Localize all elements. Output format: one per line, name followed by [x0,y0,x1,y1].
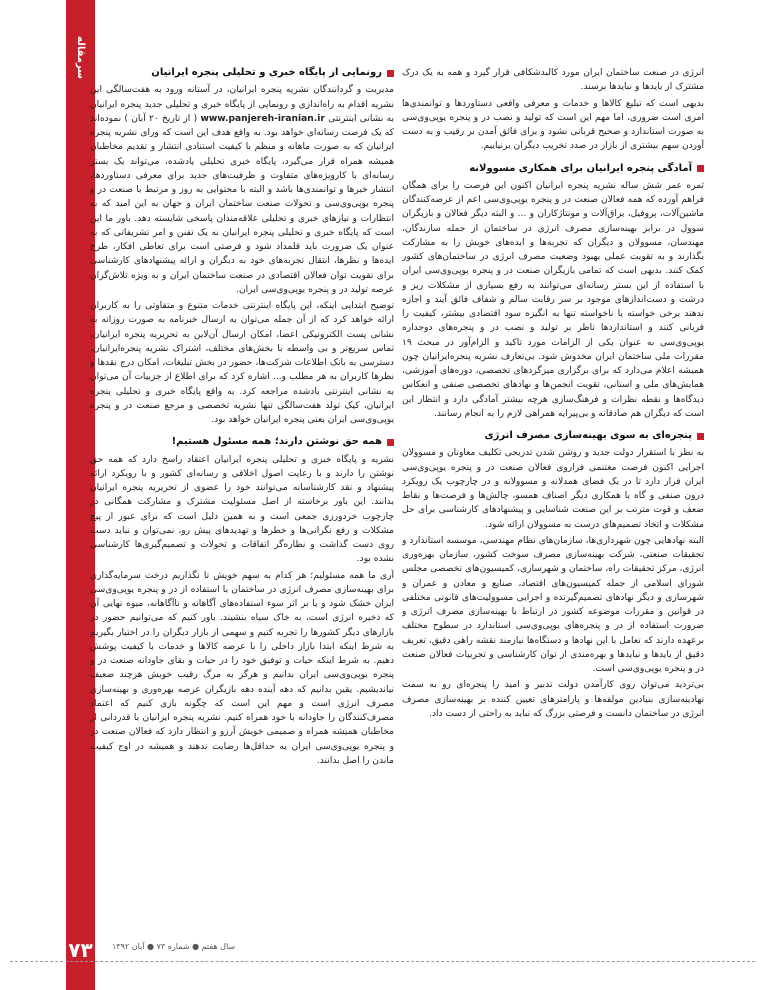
right-column [402,66,704,936]
paragraph [90,83,394,297]
paragraph: بدیهی است که تبلیغ کالاها و خدمات و معرفی واقعی دستاوردها و توانمندی‌ها امری است ضروری، اما مهم این است که تولید و نصب در و پنجره یوپی‌وی‌سی به صورت استاندارد و صحیح قربانی نشود و برای فائق آمدن بر رقیب و به دست آوردن سهم بیشتری از بازار در صدد تخریب دیگران برنیاییم. [402,98,704,152]
paragraph-text: مدیریت و گردانندگان نشریه پنجره ایرانیان، در آستانه ورود به هفت‌سالگی این نشریه اقدام به راه‌اندازی و رونمایی از پایگاه خبری و تحلیلی جدید پنجره ایرانیان به نشانی اینترنتی [90,85,394,124]
section-heading [402,162,704,176]
page-number: ۷۳ [68,938,93,962]
footer-divider [10,961,755,962]
section-heading [90,66,394,80]
paragraph: انرژی در صنعت ساختمان ایران مورد کالبدشکافی قرار گیرد و همه به یک درک مشترک از بایدها و نبایدها برسند. [402,68,704,93]
bullet-square-icon [697,165,704,172]
section-heading-text: پنجره‌ای به سوی بهینه‌سازی مصرف انرژی [484,430,692,441]
section-heading-text: رونمایی از پایگاه خبری و تحلیلی پنجره ایرانیان [151,67,382,78]
paragraph: البته نهادهایی چون شهرداری‌ها، سازمان‌های نظام مهندسی، موسسه استاندارد و تحقیقات صنعتی، شرکت بهینه‌سازی مصرف سوخت کشور، سازمان بهره‌وری انرژی، مرکز تحقیقات راه، ساختمان و شهرسازی، کمیسیون‌های تخصصی مجلس شورای اسلامی از جمله کمیسیون‌های اقتصاد، صنایع و معادن و عمران و شهرسازی و دیگر نهادهای تصمیم‌گیرنده و اجرایی مسوولیت‌های قانونی مختلفی در قوانین و مقررات موضوعه کشور در ارتباط با بهینه‌سازی مصرف انرژی و ضرورت استفاده از در و پنجره‌های یوپی‌وی‌سی استاندارد در سطوح مختلف برعهده دارند که تعامل با این نهادها و دستگاه‌ها نیازمند نقشه راهی دقیق، تعریف دقیق از بایدها و نبایدها و بهره‌مندی از توان کارشناسی و تجربیات فعالان صنعت در و پنجره یوپی‌وی‌سی است. [402,535,704,674]
paragraph: ثمره عمر شش ساله نشریه پنجره ایرانیان اکنون این فرصت را برای همگان فراهم آورده که همه فعالان صنعت در و پنجره یوپی‌وی‌سی اعم از عرضه‌کنندگان ماشین‌آلات، پروفیل، یراق‌آلات و مونتاژکاران و ... و البته دیگر فعالان و بازیگران سوول در برابر بهینه‌سازی مصرف انرژی در ساختمان از جمله سازندگان، مهندسان، مسوولان و دیگران که تجربه‌ها و ایده‌های خویش را به مشارکت بگذارند و به تقویت عملی بهبود وضعیت مصرف انرژی در ساختمان‌های کشور کمک کنند. بدیهی است که تمامی بازیگران صنعت در و پنجره یوپی‌وی‌سی ایران با استفاده از این بستر رسانه‌ای می‌توانند به رفع بسیاری از مشکلات ریز و درشت و دست‌اندازهای موجود بر سر رقابت سالم و شفاف فائق آیند و اجازه ندهند برخی خواسته یا ناخواسته تنها به انگیزه سود اقتصادی بیشتر، کیفیت را قربانی کنند و استانداردها ناظر بر تولید و نصب در و پنجره‌های دوجداره یوپی‌وی‌سی به عنوان یکی از الزامات مورد تاکید و الزام‌آور در مبحث ۱۹ مقررات ملی ساختمان ایران مخدوش شود. بی‌تعارف نشریه پنجره‌ایرانیان چون همیشه اعلام می‌دارد که برای برگزاری میزگردهای تخصصی، دوره‌های آموزشی، همایش‌های ملی و استانی، تقویت انجمن‌ها و نهادهای تخصصی صنفی و انعکاس دیدگاه‌ها و نقطه نظرات و فرهنگ‌سازی هرچه بیشتر آمادگی دارد و انتظار این است که دیگران هم صادقانه و بی‌پیرایه همراهی لازم را به انجام رسانند. [402,180,704,419]
left-column [90,66,394,936]
website-link[interactable]: www.panjereh-iranian.ir [200,113,325,124]
section-heading [90,435,394,449]
paragraph: بی‌تردید می‌توان روی کارآمدن دولت تدبیر و امید را پنجره‌ای رو به سمت نهادینه‌سازی بنیادین مولفه‌ها و پارامترهای تعیین کننده بر بهینه‌سازی مصرف انرژی در ساختمان دانست و فرصتی بزرگ که نباید به راحتی از دست داد. [402,680,704,719]
paragraph-text: ( از تاریخ ۲۰ آبان ) نموده‌اند که یک فرصت رسانه‌ای خواهد بود. به واقع هدف این است که ورای نشریه پنجره ایرانیان که به صورت ماهانه و منظم با کیفیت استنادی انتشار و تقدیم مخاطبان همیشه همراه قرار می‌گیرد، پایگاه خبری تحلیلی یادشده، می‌تواند یک بستر رسانه‌ای با کارویژه‌های متفاوت و ظرفیت‌های جدید برای معرفی دستاوردها، انتشار خبرها و توانمندی‌ها باشد و البته با محتوایی به روز و مرتبط با صنعت در و پنجره یوپی‌وی‌سی و تحولات صنعت ساختمان ایران و جهان به این امید که به انتظارات و نیازهای خبری و تحلیلی علاقه‌مندان پاسخی شایسته دهد. باور ما این است که پایگاه خبری و تحلیلی پنجره ایرانیان نه یک تفنن و امر تشریفاتی که به عنوان یک ضرورت باید قلمداد شود و فرصتی است برای تعاطی افکار، طرح ایده‌ها و نظرها، انتقال تجربه‌های خود به دیگران و ارائه پیشنهادهای کارشناسی برای تقویت توان فعالان اقتصادی در صنعت ساختمان ایران و به ویژه تلاش‌گران عرصه تولید در و پنجره یوپی‌وی‌سی ایران. [90,113,394,295]
issue-footer: سال هفتم ● شماره ۷۳ ● آبان ۱۳۹۲ [112,942,236,951]
section-label: سرمقاله [75,36,86,80]
paragraph: به نظر با استقرار دولت جدید و روشن شدن تدریجی تکلیف معاونان و مسوولان اجرایی اکنون فرصت مغتنمی فراروی فعالان صنعت در و پنجره یوپی‌وی‌سی ایران قرار دارد تا در یک فضای همدلانه و مسوولانه و در چارچوب یک رویکرد درون صنفی و گاه با همکاری دیگر اصناف همسو، چالش‌ها و فرصت‌ها و نقاط ضعف و قوت مترتب بر این صنعت شناسایی و پیشنهادهای کارشناسی برای حل مشکلات و اتخاذ تصمیم‌های درست به مسوولان ارائه شود. [402,448,704,530]
paragraph: نشریه و پایگاه خبری و تحلیلی پنجره ایرانیان اعتقاد راسخ دارد که همه حق نوشتن را دارند و با رعایت اصول اخلاقی و رسانه‌ای کشور و با رویکرد ارائه پیشنهاد و نقد کارشناسانه می‌توانند خود را عضوی از تحریریه پنجره ایرانیان بدانند. این باور برخاسته از اصل مسئولیت مشترک و مشارکت همگانی در چارچوب خردورزی جمعی است و به همین دلیل است که برای عبور از پیچ مشکلات و رفع نگرانی‌ها و خطرها و تهدیدهای پیش رو، نمی‌توان و نباید دست روی دست گذاشت و نظاره‌گر اتفاقات و تحولات و تصمیم‌گیری‌ها کارشناسی نشده بود. [90,454,394,565]
paragraph: توضیح ابتدایی اینکه، این پایگاه اینترنتی خدمات متنوع و متفاوتی را به کاربران ارائه خواهد کرد که از آن جمله می‌توان به ارسال خبرنامه به صورت روزانه به نشانی پست الکترونیکی اعضا، امکان ارسال آن‌لاین به تحریریه پنجره ایرانیان، تماس سریع‌تر و بی واسطه با بخش‌های مختلف، اشتراک نشریه پنجره‌ایرانیان، دسترسی به بانک اطلاعات شرکت‌ها، حضور در بخش تبلیغات، امکان درج نقدها و نظرها کاربران به هر مطلب و... اشاره کرد که برای اطلاع از جزییات آن می‌توان به نشانی اینترنتی یادشده مراجعه کرد. به واقع پایگاه خبری و تحلیلی پنجره ایرانیان، کیک تولد هفت‌سالگی تنها نشریه تخصصی و مرجع صنعت در و پنجره یوپی‌وی‌سی ایران یعنی پنجره ایرانیان خواهد بود. [90,301,394,425]
bullet-square-icon [697,433,704,440]
paragraph: آری ما همه مسئولیم؛ هر کدام به سهم خویش تا نگذاریم درخت سرمایه‌گذاری برای بهینه‌سازی مصرف انرژی در ساختمان با استفاده از در و پنجره یوپی‌وی‌سی ایران خشک شود و یا بر اثر سوء استفاده‌های آگاهانه و ناآگاهانه، میوه نهایی آن که ذخیره انرژی است، به خاک سیاه بنشیند. باور کنیم که می‌توانیم حضور در بازارهای دیگر کشورها را تجربه کنیم و سهمی از بازار دیگران را در اختیار بگیریم به شرط اینکه ابتدا بازار داخلی را با عرضه کالاها و خدمات با کیفیت پوشش دهیم. به شرط اینکه حیات و توفیق خود را در حیات و بقای جاودانه صنعت در و پنجره یوپی‌وی‌سی ایران بدانیم و هرگز به مرگ رقیب خویش هرچند ضعیف نیاندیشیم. یقین بدانیم که دهه آینده دهه بازیگران عرصه بهره‌وری و بهینه‌سازی مصرف انرژی است و مهم این است که چگونه بازی کنیم که اعتماد مصرف‌کنندگان را جاودانه با خود همراه کنیم. نشریه پنجره ایرانیان با قدردانی از مخاطبان همیشه همراه و صمیمی خویش آرزو و انتظار دارد که فعالان صنعت در و پنجره یوپی‌وی‌سی ایران به حداقل‌ها رضایت ندهند و همیشه در اوج کیفیت ماندن را اصل بدانند. [90,570,394,766]
bullet-square-icon [387,70,394,77]
section-heading-text: آمادگی پنجره ایرانیان برای همکاری مسوولانه [469,162,692,174]
bullet-square-icon [387,439,394,446]
section-heading-text: همه حق نوشتن دارند؛ همه مسئول هستیم! [171,436,382,448]
section-heading [402,429,704,443]
